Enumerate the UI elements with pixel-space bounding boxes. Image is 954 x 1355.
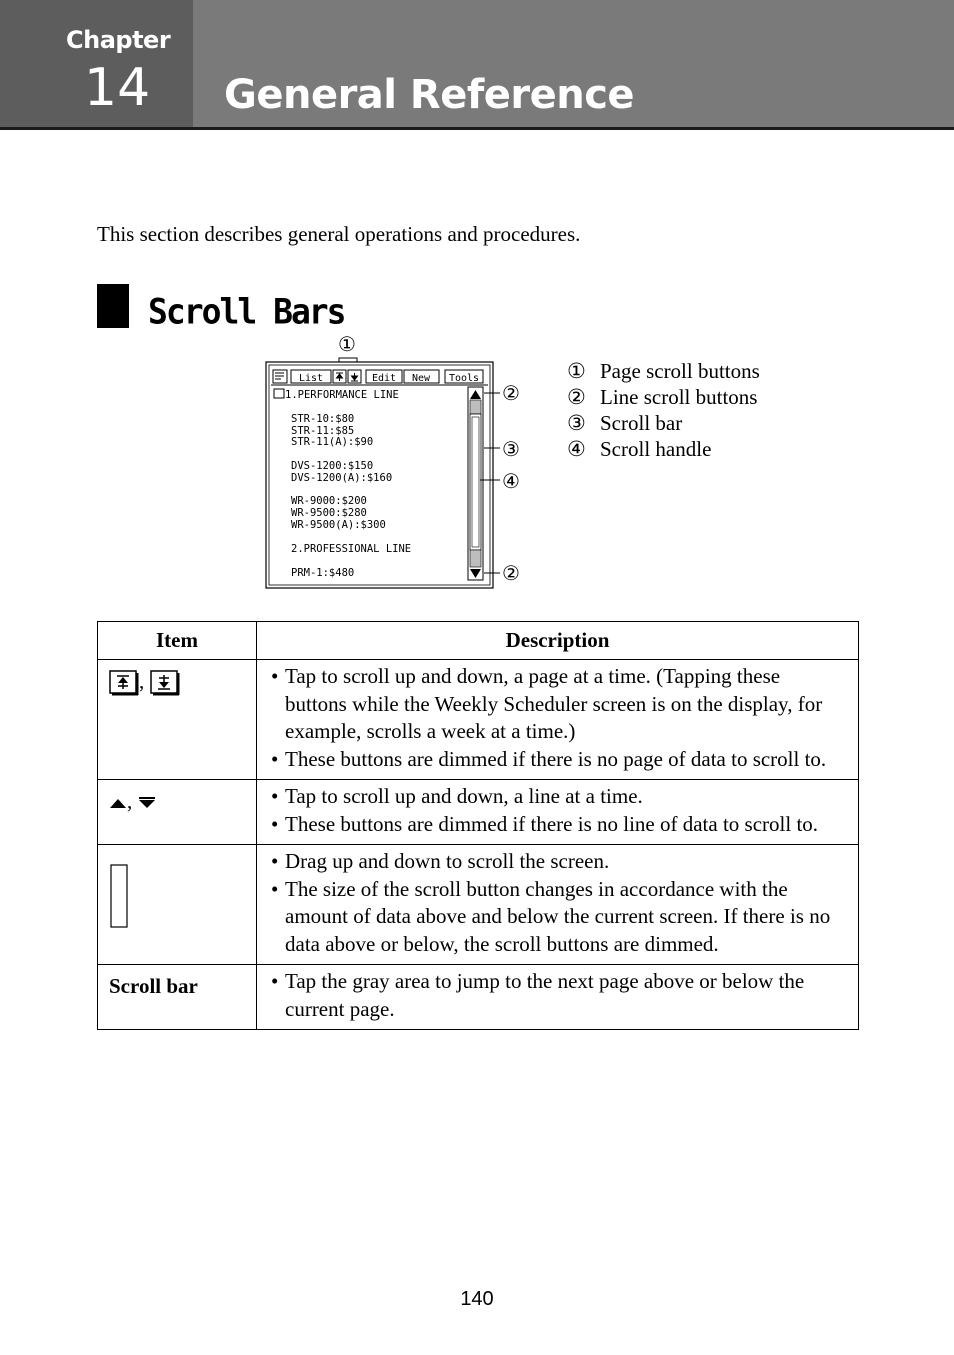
- screen-line: WR-9500:$280: [291, 507, 367, 519]
- legend-item: [567, 436, 760, 462]
- screen-heading: 1.PERFORMANCE LINE: [285, 389, 399, 401]
- legend-label: Page scroll buttons: [600, 359, 760, 383]
- scroll-handle-icon: [109, 863, 129, 929]
- item-cell-scroll-bar: Scroll bar: [98, 965, 257, 1030]
- legend-label: Scroll bar: [600, 411, 683, 435]
- scroll-bar-figure: [0, 0, 954, 600]
- page-scroll-up-icon: [109, 670, 139, 696]
- scroll-reference-table: [97, 621, 859, 1030]
- item-cell: [98, 660, 257, 780]
- item-separator: ,: [139, 669, 145, 693]
- chapter-label: Chapter: [66, 26, 171, 54]
- page-number: 140: [460, 1288, 494, 1310]
- new-button-label: New: [411, 373, 431, 384]
- legend-item: [567, 358, 760, 384]
- scroll-bar-gray-area[interactable]: [470, 550, 481, 567]
- screen-line: DVS-1200:$150: [291, 460, 374, 472]
- item-separator: ,: [127, 789, 133, 813]
- screen-line: STR-10:$80: [291, 413, 355, 425]
- chapter-number: 14: [84, 58, 151, 118]
- screen-line: 2.PROFESSIONAL LINE: [291, 543, 412, 555]
- page-scroll-down-icon: [150, 670, 180, 696]
- item-cell: [98, 845, 257, 965]
- screen-line: WR-9500(A):$300: [291, 519, 386, 531]
- callout-2-top: ②: [502, 381, 520, 405]
- screen-toolbar: [271, 370, 488, 385]
- callout-3: ③: [502, 437, 520, 461]
- screen-line: WR-9000:$200: [291, 495, 367, 507]
- item-cell: [98, 780, 257, 845]
- legend-item: [567, 384, 760, 410]
- list-button-label: List: [298, 373, 324, 384]
- callout-2-bottom: ②: [502, 561, 520, 585]
- legend-item: [567, 410, 760, 436]
- description-bullet: • Tap to scroll up and down, a page at a time. (Tapping these buttons while the Weekly Scheduler screen is on the display, for example, scrolls a week at a time.): [269, 663, 846, 746]
- description-bullet: • These buttons are dimmed if there is no page of data to scroll to.: [269, 746, 846, 774]
- legend-number: ③: [567, 411, 586, 435]
- callout-4: ④: [502, 469, 520, 493]
- description-cell: [257, 965, 859, 1030]
- scroll-bar-gray-area[interactable]: [470, 400, 481, 414]
- callout-1: ①: [338, 332, 356, 356]
- legend-number: ②: [567, 385, 586, 409]
- legend-label: Scroll handle: [600, 437, 712, 461]
- tools-button-label: Tools: [448, 373, 480, 384]
- table-row: [98, 845, 859, 965]
- screen-line: STR-11:$85: [291, 425, 355, 437]
- device-scroll-bar[interactable]: [468, 387, 483, 580]
- intro-paragraph: This section describes general operations and procedures.: [97, 222, 581, 246]
- legend-number: ④: [567, 437, 586, 461]
- chapter-title: General Reference: [224, 72, 635, 118]
- description-bullet: • These buttons are dimmed if there is no line of data to scroll to.: [269, 811, 846, 839]
- scroll-handle[interactable]: [470, 414, 481, 550]
- edit-button-label: Edit: [371, 373, 397, 384]
- table-row: [98, 965, 859, 1030]
- table-row: [98, 780, 859, 845]
- description-bullet: • Tap to scroll up and down, a line at a time.: [269, 783, 846, 811]
- table-row: [98, 660, 859, 780]
- description-cell: [257, 780, 859, 845]
- screen-line: PRM-1:$480: [291, 567, 355, 579]
- section-title: Scroll Bars: [148, 291, 345, 332]
- description-cell: [257, 845, 859, 965]
- legend-number: ①: [567, 359, 586, 383]
- line-scroll-up-icon: [109, 796, 127, 810]
- description-bullet: • Tap the gray area to jump to the next page above or below the current page.: [269, 968, 846, 1023]
- item-column-header: Item: [98, 622, 257, 660]
- legend-label: Line scroll buttons: [600, 385, 758, 409]
- line-scroll-down-icon: [138, 796, 156, 810]
- table-header-row: [98, 622, 859, 660]
- description-bullet: • The size of the scroll button changes in accordance with the amount of data above and below the current screen. If there is no data above or below, the scroll buttons are dimmed.: [269, 876, 846, 959]
- screen-line: STR-11(A):$90: [291, 436, 374, 448]
- description-column-header: Description: [257, 622, 859, 660]
- figure-legend: [567, 358, 760, 462]
- description-bullet: • Drag up and down to scroll the screen.: [269, 848, 846, 876]
- description-cell: [257, 660, 859, 780]
- screen-line: DVS-1200(A):$160: [291, 472, 393, 484]
- folder-icon: [274, 389, 284, 398]
